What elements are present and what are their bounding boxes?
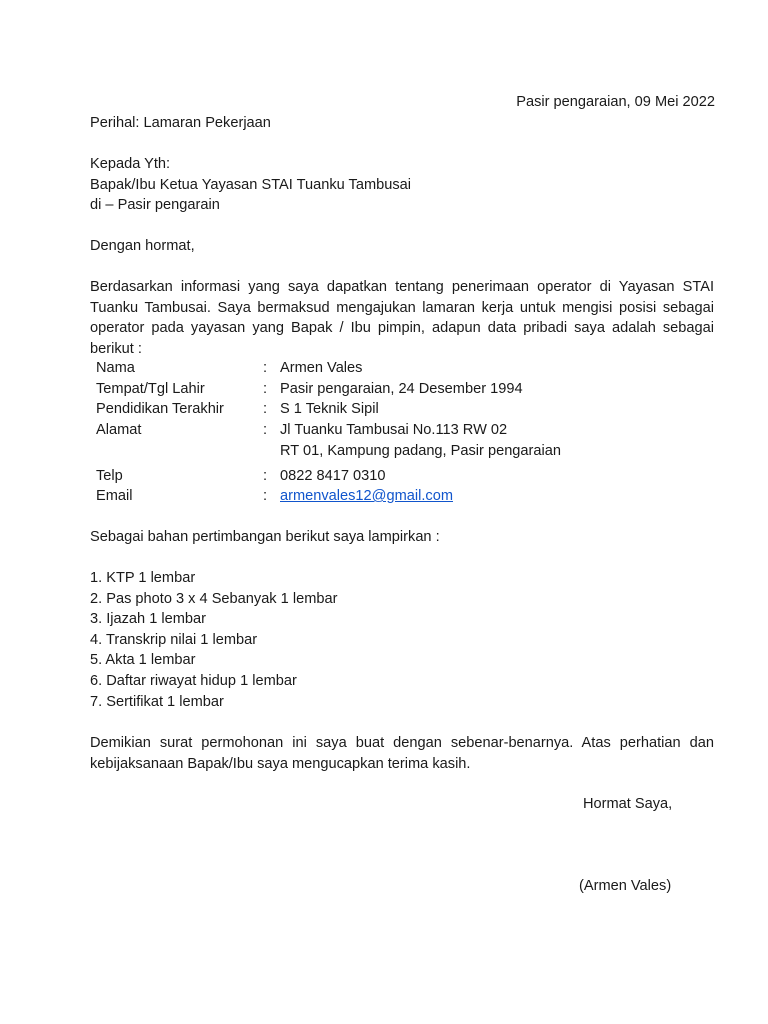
field-label-birth: Tempat/Tgl Lahir [96, 381, 205, 397]
field-label-address: Alamat [96, 422, 142, 438]
field-label-education: Pendidikan Terakhir [96, 401, 224, 417]
list-item: 7. Sertifikat 1 lembar [90, 693, 224, 710]
list-item: 6. Daftar riwayat hidup 1 lembar [90, 672, 297, 689]
field-separator: : [263, 468, 268, 484]
list-item: 4. Transkrip nilai 1 lembar [90, 631, 258, 648]
intro-paragraph: Berdasarkan informasi yang saya dapatkan tentang penerimaan operator di Yayasan STAI Tuanku Tambusai. Saya bermaksud mengajukan lamaran kerja untuk mengisi posisi sebagai operator pada yayasan yang Bapak / Ibu pimpin, adapun data pribadi saya adalah sebagai berikut : [90, 279, 714, 357]
recipient-salutation: Kepada Yth: [90, 156, 171, 172]
greeting: Dengan hormat, [90, 238, 195, 254]
attachments-list [90, 568, 337, 712]
field-value-name: Armen Vales [280, 360, 363, 376]
closing-paragraph: Demikian surat permohonan ini saya buat dengan sebenar-benarnya. Atas perhatian dan kebijaksanaan Bapak/Ibu saya mengucapkan terima kasih. [90, 735, 714, 772]
field-separator: : [263, 401, 268, 417]
field-label-phone: Telp [96, 468, 123, 484]
subject-line: Perihal: Lamaran Pekerjaan [90, 115, 271, 131]
place-date: Pasir pengaraian, 09 Mei 2022 [516, 94, 715, 110]
field-separator: : [263, 360, 268, 376]
signatory-name: (Armen Vales) [579, 878, 672, 894]
field-value-address-line2: RT 01, Kampung padang, Pasir pengaraian [280, 443, 561, 459]
sign-off: Hormat Saya, [583, 796, 673, 812]
field-separator: : [263, 488, 268, 504]
list-item: 1. KTP 1 lembar [90, 570, 196, 586]
field-value-address-line1: Jl Tuanku Tambusai No.113 RW 02 [280, 422, 508, 438]
field-value-birth: Pasir pengaraian, 24 Desember 1994 [280, 381, 523, 397]
list-item: 3. Ijazah 1 lembar [90, 611, 207, 628]
field-label-name: Nama [96, 360, 135, 376]
attachments-intro: Sebagai bahan pertimbangan berikut saya lampirkan : [90, 529, 440, 545]
field-value-education: S 1 Teknik Sipil [280, 401, 379, 417]
field-value-phone: 0822 8417 0310 [280, 468, 386, 484]
field-separator: : [263, 422, 268, 438]
recipient-block [90, 154, 411, 216]
recipient-location: di – Pasir pengarain [90, 197, 220, 214]
field-label-email: Email [96, 488, 133, 504]
list-item: 5. Akta 1 lembar [90, 652, 196, 669]
field-separator: : [263, 381, 268, 397]
list-item: 2. Pas photo 3 x 4 Sebanyak 1 lembar [90, 590, 338, 607]
email-link[interactable]: armenvales12@gmail.com [280, 488, 453, 504]
recipient-name: Bapak/Ibu Ketua Yayasan STAI Tuanku Tambusai [90, 176, 411, 193]
